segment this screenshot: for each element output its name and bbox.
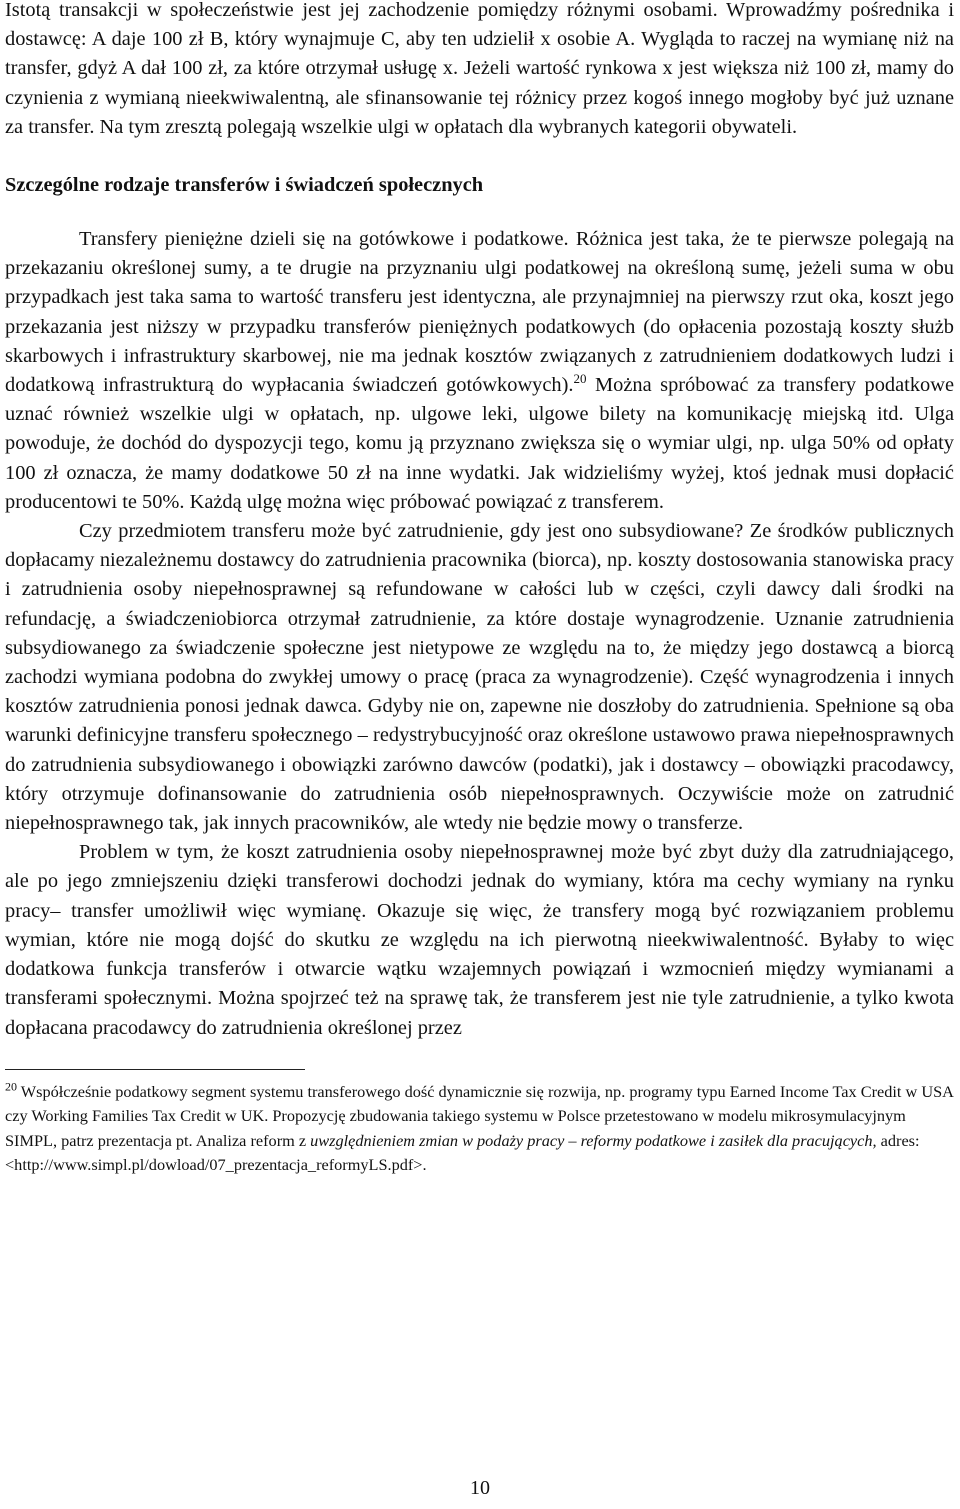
footnote-text: Współcześnie podatkowy segment systemu transferowego dość dynamicznie się rozwija, np. programy typu Earned Income Tax Credit w USA czy Working Families Tax Credit w UK. Propozycję zbudowania takiego systemu w Polsce przetestowano w modelu mikrosymulacyjnym SIMPL, patrz prezentacja pt. Analiza reform z <box>5 1081 954 1150</box>
footnote-url: adres: <http://www.simpl.pl/dowload/07_prezentacja_reformyLS.pdf>. <box>5 1130 920 1175</box>
section-heading: Szczególne rodzaje transferów i świadczeń społecznych <box>5 174 484 197</box>
footnote-number: 20 <box>5 1079 17 1094</box>
paragraph-text: Transfery pieniężne dzieli się na gotówkowe i podatkowe. Różnica jest taka, że te pierwsze polegają na przekazaniu określonej sumy, a te drugie na przyznaniu ulgi podatkowej na określoną sumę, jeżeli suma w obu przypadkach jest taka sama to wartość transferu jest identyczna, ale przynajmniej na pierwszy rzut oka, koszt jego przekazania jest niższy w przypadku transferów pieniężnych podatkowych (do opłacenia pozostają koszty służb skarbowych i infrastruktury skarbowej, nie ma jednak kosztów związanych z zatrudnieniem dodatkowych ludzi i dodatkową infrastrukturą do wypłacania świadczeń gotówkowych). <box>5 228 954 397</box>
footnote-italic-title: uwzględnieniem zmian w podaży pracy – reformy podatkowe i zasiłek dla pracujących, <box>310 1130 877 1150</box>
footnote-separator <box>5 1069 305 1070</box>
paragraph-transfer-types <box>5 225 954 517</box>
footnote <box>5 1080 954 1178</box>
paragraph-problem: Problem w tym, że koszt zatrudnienia osoby niepełnosprawnej może być zbyt duży dla zatrudniającego, ale po jego zmniejszeniu dzięki transferowi dochodzi jednak do wymiany, która ma cechy wymiany na rynku pracy– transfer umożliwił więc wymianę. Okazuje się więc, że transfery mogą być rozwiązaniem problemu wymian, które nie mogą dojść do skutku ze względu na ich pierwotną nieekwiwalentność. Byłaby to więc dodatkowa funkcja transferów i otwarcie wątku wzajemnych powiązań i wzmocnień między wymianami a transferami społecznymi. Można spojrzeć też na sprawę tak, że transferem jest nie tyle zatrudnienie, a tylko kwota dopłacana pracodawcy do zatrudnienia określonej przez <box>5 841 954 1039</box>
page-number: 10 <box>470 1477 490 1499</box>
paragraph-intro: Istotą transakcji w społeczeństwie jest jej zachodzenie pomiędzy różnymi osobami. Wprowadźmy pośrednika i dostawcę: A daje 100 zł B, który wynajmuje C, aby ten udzielił x osobie A. Wygląda to raczej na wymianę niż na transfer, gdyż A dał 100 zł, za które otrzymał usługę x. Jeżeli wartość rynkowa x jest większa niż 100 zł, mamy do czynienia z wymianą nieekwiwalentną, ale sfinansowanie tej różnicy przez kogoś innego mogłoby być już uznane za transfer. Na tym zresztą polegają wszelkie ulgi w opłatach dla wybranych kategorii obywateli. <box>5 0 954 138</box>
footnote-reference[interactable]: 20 <box>573 371 587 387</box>
paragraph-subsidized-employment: Czy przedmiotem transferu może być zatrudnienie, gdy jest ono subsydiowane? Ze środków publicznych dopłacamy niezależnemu dostawcy do zatrudnienia pracownika (biorca), np. koszty dostosowania stanowiska pracy i zatrudnienia osoby niepełnosprawnej są refundowane w całości lub w części, czyli dawcy dali środki na refundację, a świadczeniobiorca otrzymał zatrudnienie, za które dostaje wynagrodzenie. Uznanie zatrudnienia subsydiowanego za świadczenie społeczne jest nietypowe ze względu na to, że między jego dostawcą a biorcą zachodzi wymiana podobna do zwykłej umowy o pracę (praca za wynagrodzenie). Część wynagrodzenia i innych kosztów zatrudnienia ponosi jednak dawca. Gdyby nie on, zapewne nie doszłoby do zatrudnienia. Spełnione są oba warunki definicyjne transferu społecznego – redystrybucyjność oraz określone ustawowo prawa niepełnosprawnych do zatrudnienia subsydiowanego i obowiązki zarówno dawców (podatki), jak i dostawcy – obowiązki pracodawcy, który otrzymuje dofinansowanie do zatrudnienia osób niepełnosprawnych. Oczywiście może on zatrudnić niepełnosprawnego tak, jak innych pracowników, ale wtedy nie będzie mowy o transferze. <box>5 520 954 835</box>
paragraph-text-continued: Można spróbować za transfery podatkowe uznać również wszelkie ulgi w opłatach, np. ulgowe leki, ulgowe bilety na komunikację miejską itd. Ulga powoduje, że dochód do dyspozycji tego, komu ją przyznano zwiększa się o wymiar ulgi, np. ulga 50% od opłaty 100 zł oznacza, że mamy dodatkowe 50 zł na inne wydatki. Jak widzieliśmy wyżej, ktoś jednak musi dopłacić producentowi te 50%. Każdą ulgę można więc próbować powiązać z transferem. <box>5 374 954 513</box>
